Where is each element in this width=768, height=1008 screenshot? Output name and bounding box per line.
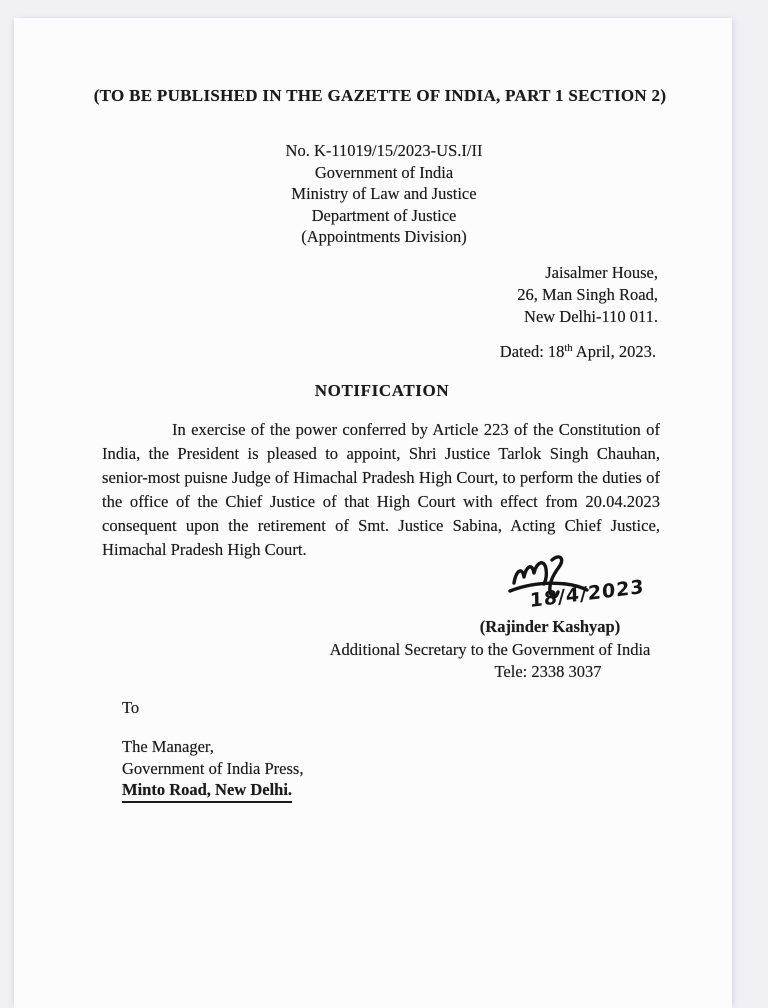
signature-block [500, 554, 658, 620]
recipient-salutation: To [122, 698, 140, 717]
signatory-phone: Tele: 2338 3037 [494, 662, 602, 681]
recipient-address-block [122, 736, 303, 803]
org-line-division: (Appointments Division) [301, 227, 467, 246]
recipient-line-press: Government of India Press, [122, 758, 304, 778]
notification-body-paragraph: In exercise of the power conferred by Article 223 of the Constitution of India, the President is pleased to appoint, Shri Justice Tarlok Singh Chauhan, senior-most puisne Judge of Himachal Pradesh High Court, to perform the duties of the office of the Chief Justice of that High Court with effect from 20.04.2023 consequent upon the retirement of Smt. Justice Sabina, Acting Chief Justice, Himachal Pradesh High Court. [102, 420, 660, 559]
handwritten-signature-date: 18/4/2023 [529, 575, 645, 612]
recipient-line-emphasized: Minto Road, New Delhi. [122, 779, 292, 803]
office-address-block [517, 262, 658, 328]
dated-ordinal-superscript: th [564, 343, 573, 354]
recipient-line-manager: The Manager, [122, 737, 214, 756]
reference-number: No. K-11019/15/2023-US.I/II [285, 141, 483, 160]
signatory-designation: Additional Secretary to the Government of India [329, 640, 651, 659]
address-line-city: New Delhi-110 011. [524, 307, 658, 326]
letterhead-block [14, 140, 732, 248]
dated-prefix: Dated: 18 [499, 342, 565, 361]
org-line-ministry: Ministry of Law and Justice [291, 184, 477, 203]
org-line-department: Department of Justice [311, 205, 457, 225]
document-page [14, 18, 732, 1008]
notification-title: NOTIFICATION [314, 381, 450, 400]
address-line-street: 26, Man Singh Road, [517, 285, 658, 304]
org-line-government: Government of India [314, 162, 454, 182]
address-line-building: Jaisalmer House, [545, 263, 658, 282]
gazette-publication-header: (TO BE PUBLISHED IN THE GAZETTE OF INDIA, PART 1 SECTION 2) [93, 86, 667, 105]
dated-line [500, 342, 656, 362]
signatory-name: (Rajinder Kashyap) [479, 617, 621, 636]
dated-suffix: April, 2023. [572, 342, 656, 361]
